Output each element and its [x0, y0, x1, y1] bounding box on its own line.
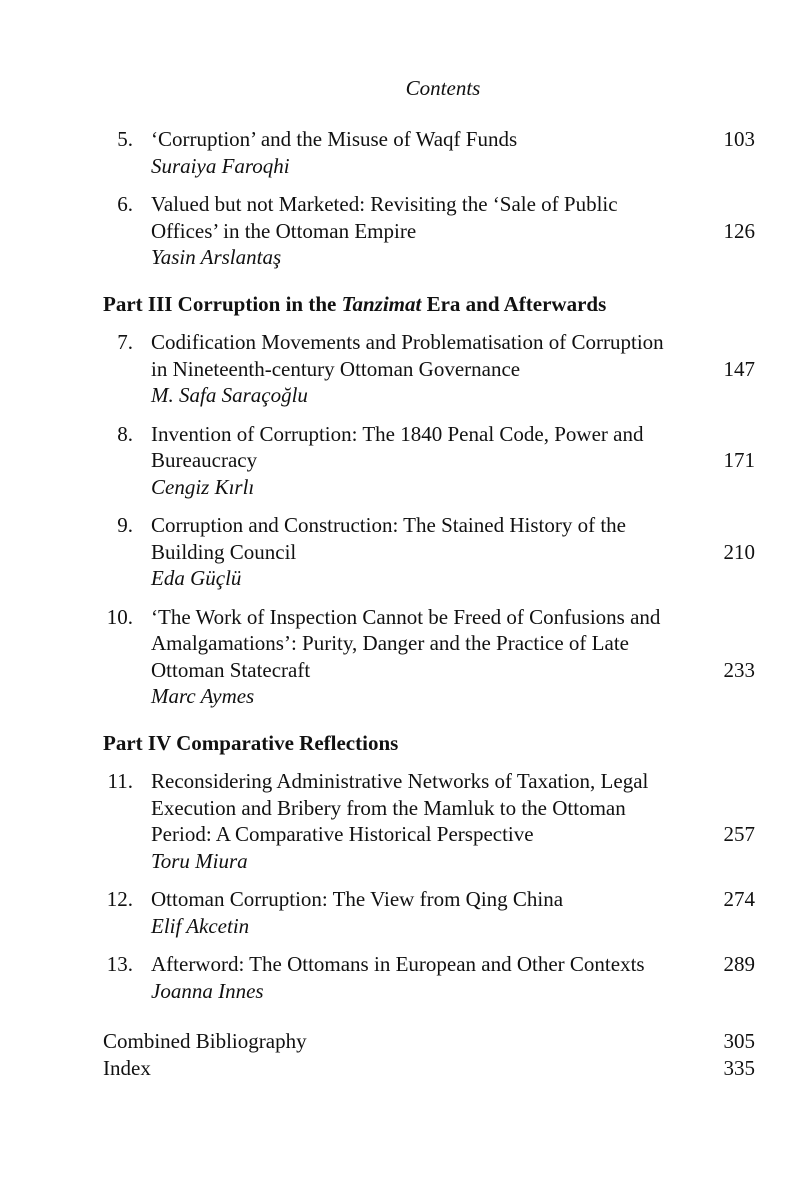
entries-group-part-3	[103, 329, 755, 710]
chapter-title-line: Execution and Bribery from the Mamluk to the Ottoman	[151, 795, 626, 820]
chapter-title-line: Codification Movements and Problematisation of Corruption	[151, 330, 664, 354]
back-matter-label: Index	[103, 1055, 151, 1080]
toc-entry	[103, 768, 755, 874]
chapter-title-line: Ottoman Statecraft	[151, 657, 311, 682]
page-number: 210	[723, 539, 755, 564]
part-heading-iv	[103, 730, 755, 757]
chapter-title-line: Offices’ in the Ottoman Empire	[151, 218, 417, 243]
chapter-number: 11.	[107, 769, 133, 793]
chapter-author: M. Safa Saraçoğlu	[151, 383, 308, 407]
toc-entry	[103, 126, 755, 179]
entries-group-part-2-tail	[103, 126, 755, 271]
page-number: 103	[723, 127, 755, 151]
chapter-title-line: Building Council	[151, 539, 297, 564]
page-number: 257	[723, 822, 755, 846]
page-number: 126	[723, 218, 755, 243]
toc-entry	[103, 191, 755, 271]
chapter-number: 5.	[117, 127, 133, 151]
chapter-author: Cengiz Kırlı	[151, 474, 255, 499]
chapter-number: 10.	[106, 604, 133, 629]
chapter-title-line: Valued but not Marketed: Revisiting the ‘Sale of Public	[151, 192, 618, 216]
chapter-title-line: Afterword: The Ottomans in European and Other Contexts	[151, 952, 645, 976]
chapter-author: Eda Güçlü	[151, 566, 242, 590]
chapter-author: Joanna Innes	[151, 978, 264, 1003]
chapter-author: Suraiya Faroqhi	[151, 153, 290, 178]
part-heading-suffix: Era and Afterwards	[421, 291, 607, 316]
back-matter	[103, 1028, 755, 1081]
chapter-author: Elif Akcetin	[151, 913, 250, 938]
page-number: 171	[723, 448, 755, 472]
chapter-author: Toru Miura	[151, 848, 248, 873]
part-heading-prefix: Part III Corruption in the	[103, 291, 342, 316]
page-number: 233	[723, 657, 755, 682]
chapter-title-line: Ottoman Corruption: The View from Qing China	[151, 887, 564, 911]
part-heading-iii	[103, 291, 755, 318]
chapter-author: Yasin Arslantaş	[151, 245, 282, 269]
toc-entry	[103, 886, 755, 939]
table-of-contents	[103, 126, 755, 1081]
page-number: 147	[723, 356, 755, 381]
back-matter-label: Combined Bibliography	[103, 1029, 307, 1053]
chapter-title-line: ‘The Work of Inspection Cannot be Freed of Confusions and	[151, 604, 661, 629]
page-number: 305	[723, 1029, 755, 1053]
toc-entry	[103, 512, 755, 592]
page-number: 274	[723, 887, 755, 911]
chapter-title-line: Period: A Comparative Historical Perspective	[151, 822, 534, 846]
back-matter-row	[103, 1055, 755, 1082]
chapter-number: 8.	[117, 421, 133, 446]
chapter-number: 9.	[117, 513, 133, 537]
chapter-title-line: Reconsidering Administrative Networks of Taxation, Legal	[151, 769, 649, 793]
toc-entry	[103, 951, 755, 1004]
toc-entry	[103, 421, 755, 501]
entries-group-part-4	[103, 768, 755, 1004]
chapter-title-line: Corruption and Construction: The Stained History of the	[151, 513, 626, 537]
part-heading-emphasis: Tanzimat	[341, 291, 422, 316]
chapter-title-line: Invention of Corruption: The 1840 Penal Code, Power and	[151, 421, 644, 446]
chapter-title-line: in Nineteenth-century Ottoman Governance	[151, 356, 521, 381]
chapter-author: Marc Aymes	[151, 684, 255, 708]
page-number: 335	[723, 1055, 755, 1080]
chapter-number: 12.	[106, 887, 133, 911]
toc-entry	[103, 329, 755, 409]
chapter-number: 7.	[117, 330, 133, 354]
back-matter-row	[103, 1028, 755, 1055]
chapter-title-line: ‘Corruption’ and the Misuse of Waqf Funds	[151, 127, 518, 151]
part-heading-label: Part IV Comparative Reflections	[103, 730, 399, 755]
toc-entry	[103, 604, 755, 710]
chapter-number: 6.	[117, 192, 133, 216]
chapter-title-line: Bureaucracy	[151, 448, 258, 472]
chapter-title-line: Amalgamations’: Purity, Danger and the Practice of Late	[151, 631, 629, 655]
running-head: Contents	[405, 76, 481, 100]
chapter-number: 13.	[106, 952, 133, 976]
page-number: 289	[723, 952, 755, 976]
